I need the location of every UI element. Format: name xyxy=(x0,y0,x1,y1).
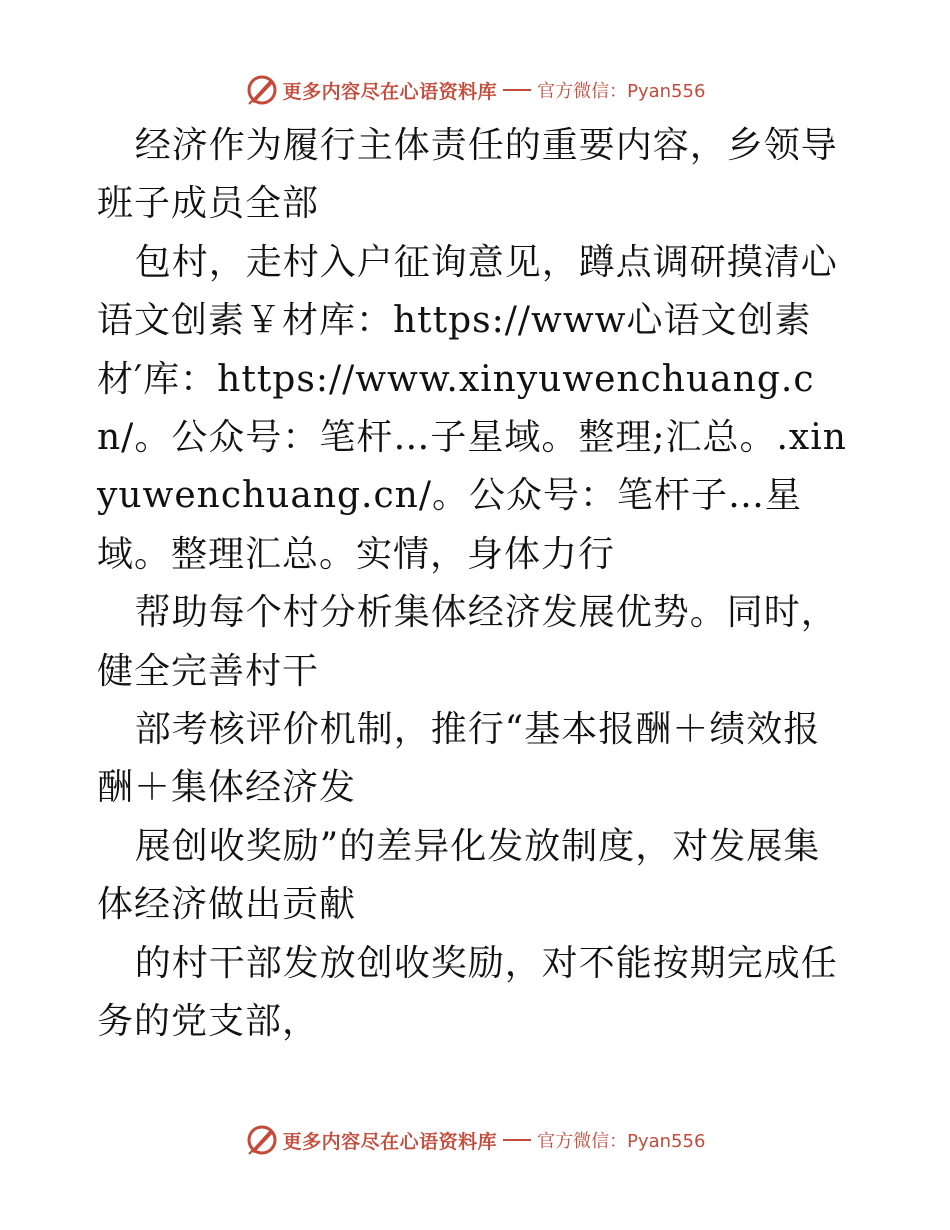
paragraph: 包村，走村入户征询意见，蹲点调研摸清心语文创素￥材库：https://www心语文创素材′库：https://www.xinyuwenchuang.cn/。公众号：笔杆…子星域。整理;汇总。.xinyuwenchuang.cn/。公众号：笔杆子…星域。整理汇总。实情，身体力行 xyxy=(97,241,847,575)
banner-wechat: 官方微信：Pyan556 xyxy=(537,1131,706,1152)
paragraph: 部考核评价机制，推行“基本报酬＋绩效报酬＋集体经济发 xyxy=(97,709,821,809)
banner-title: 更多内容尽在心语资料库 xyxy=(282,1130,498,1153)
banner-wechat: 官方微信：Pyan556 xyxy=(537,81,706,102)
footer-banner xyxy=(0,1120,950,1160)
header-banner xyxy=(0,70,950,110)
banner-dash xyxy=(503,89,531,91)
paragraph: 帮助每个村分析集体经济发展优势。同时，健全完善村干 xyxy=(97,592,838,692)
paragraph: 的村干部发放创收奖励，对不能按期完成任务的党支部， xyxy=(97,942,838,1043)
quill-logo-icon xyxy=(245,73,279,107)
banner-title: 更多内容尽在心语资料库 xyxy=(282,80,498,103)
quill-logo-icon xyxy=(245,1123,279,1157)
paragraph: 经济作为履行主体责任的重要内容，乡领导班子成员全部 xyxy=(97,125,838,225)
paragraph: 展创收奖励”的差异化发放制度，对发展集体经济做出贡献 xyxy=(97,825,821,926)
banner-dash xyxy=(503,1139,531,1141)
document-body xyxy=(97,117,857,1052)
